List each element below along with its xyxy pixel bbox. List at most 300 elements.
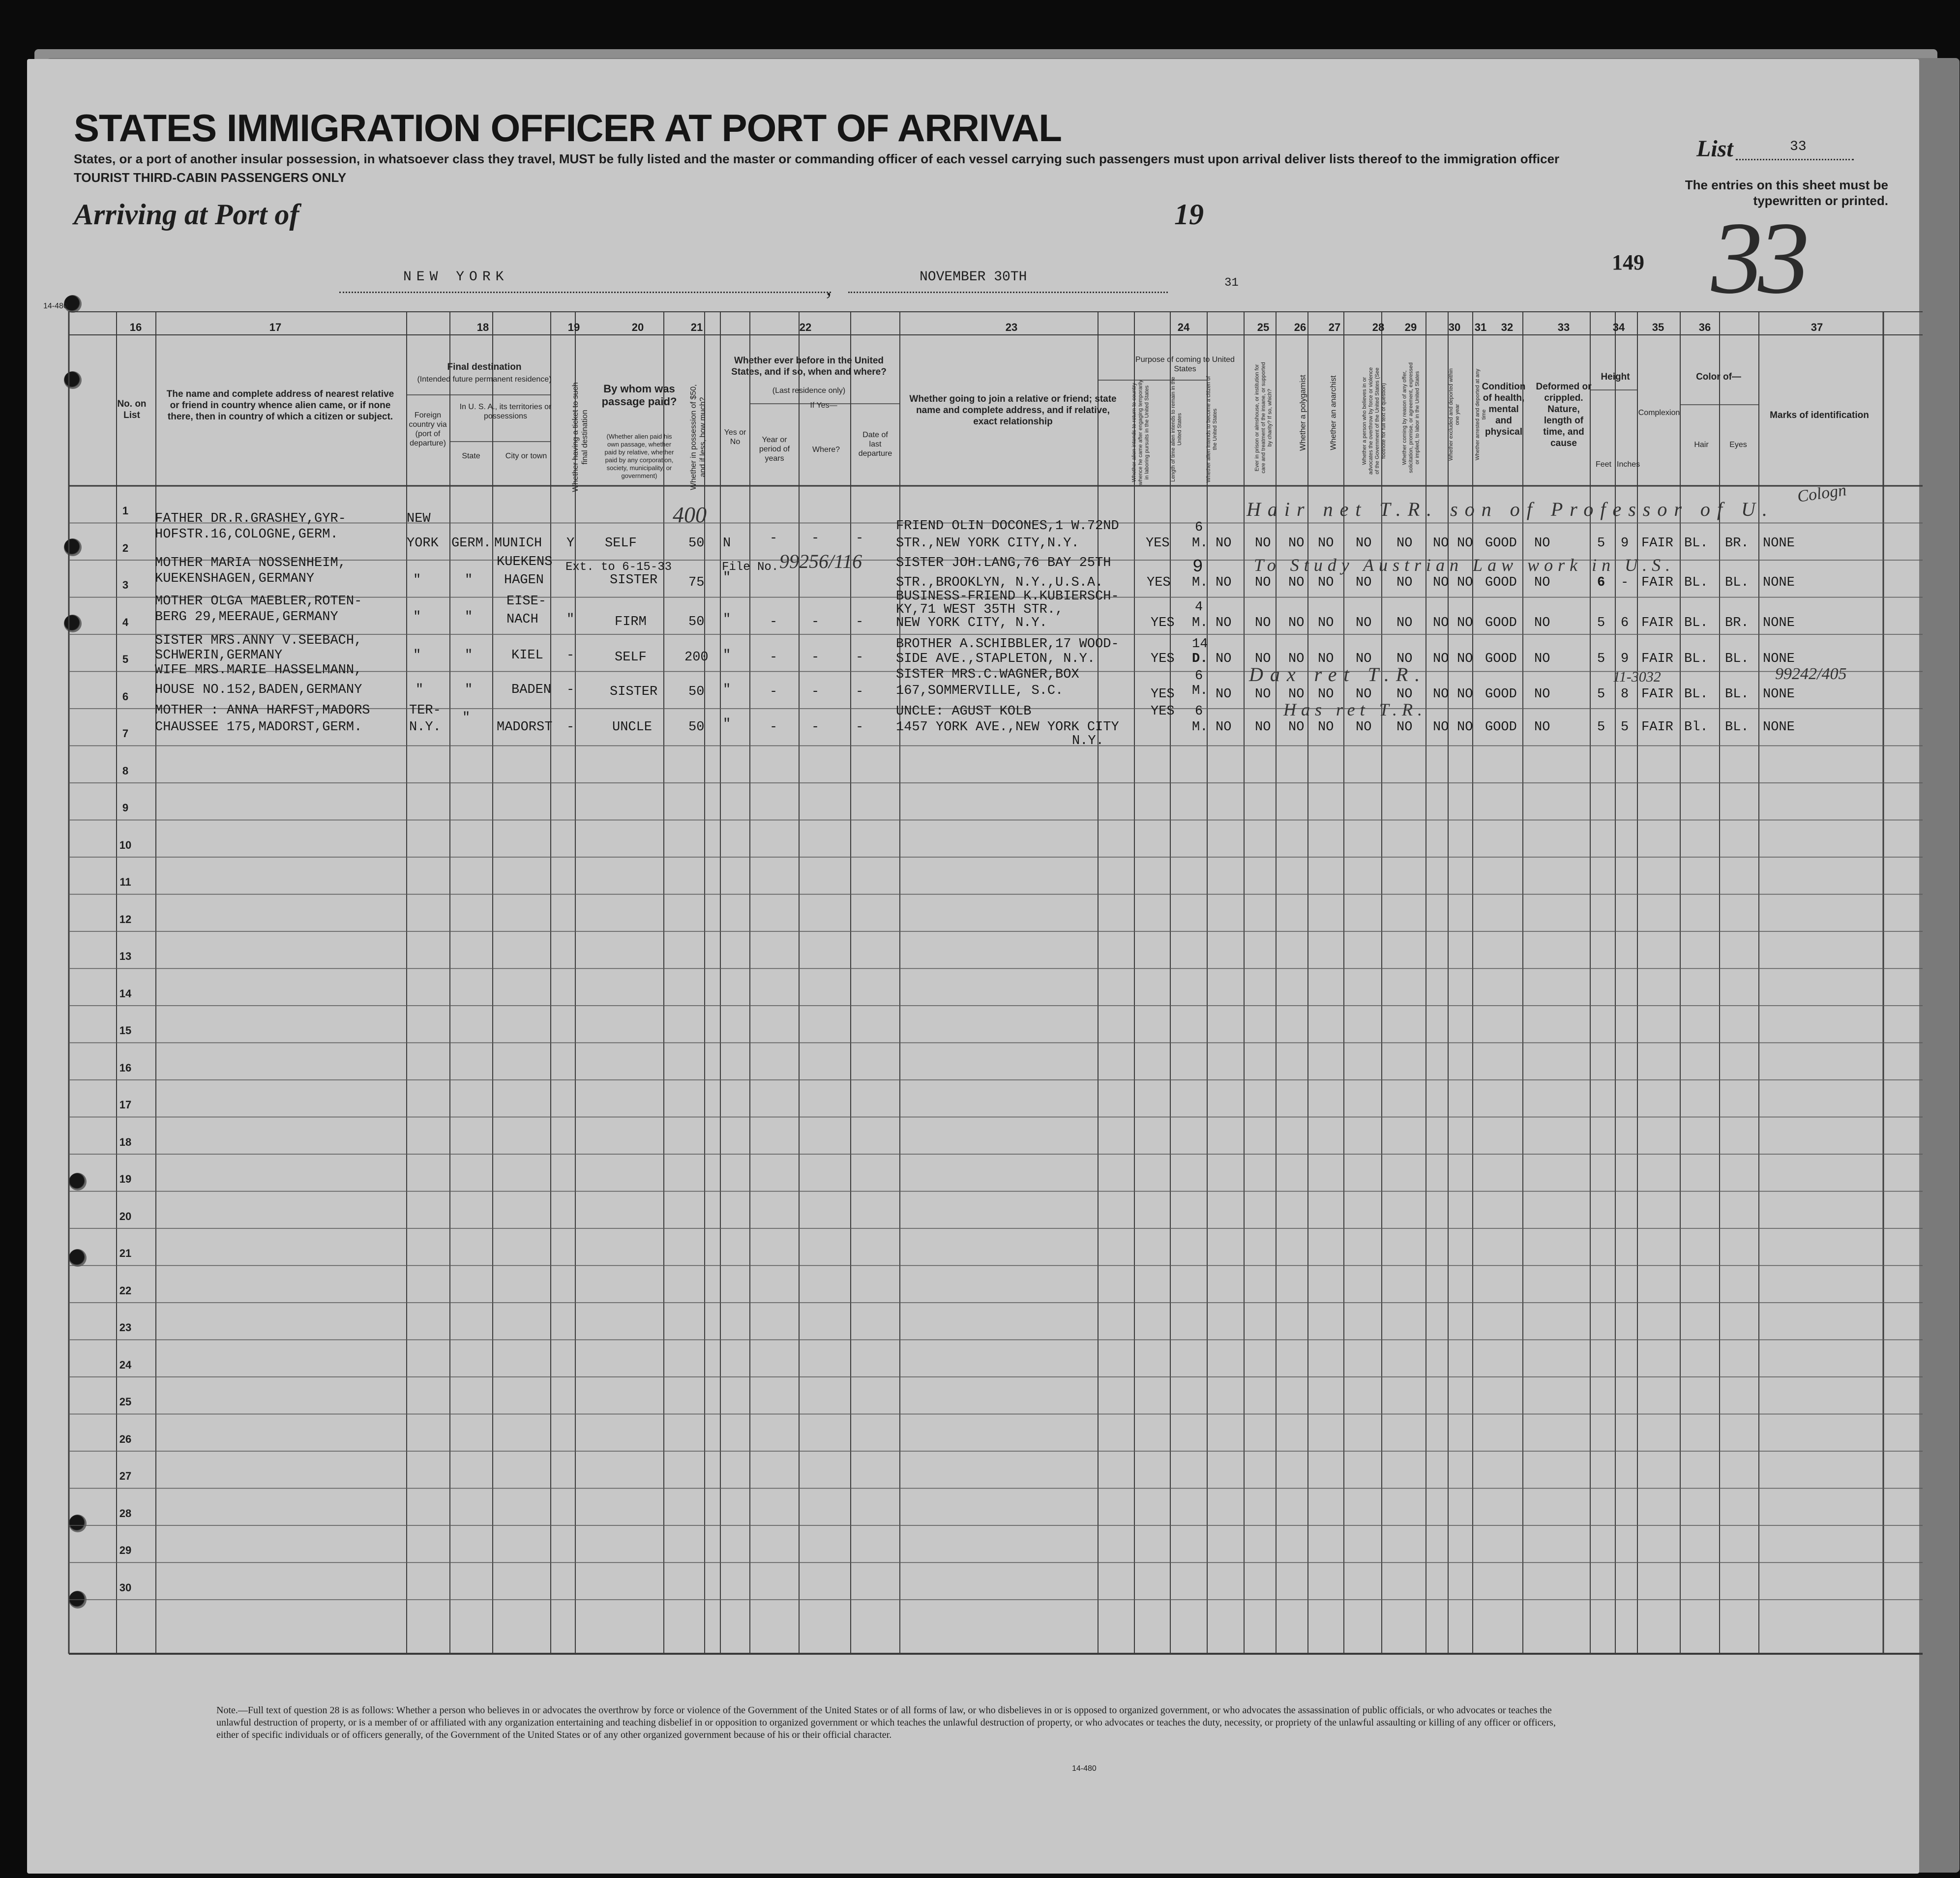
row-number: 23 — [119, 1321, 132, 1334]
header-color-of: Color of— — [1696, 372, 1741, 382]
form-subtitle: States, or a port of another insular possession, in whatsoever class they travel, MUST be fully listed and the master or commanding officer of each vessel carrying such passengers must upon arrival deliver lists thereof to the immigration officer — [74, 151, 1560, 166]
excluded: NO — [1433, 536, 1449, 551]
header-anarchist: Whether an anarchist — [1329, 375, 1338, 450]
ticket: - — [566, 683, 575, 697]
length-stay: 6 — [1195, 704, 1203, 719]
year-suffix: 31 — [1224, 276, 1239, 290]
height-feet: 5 — [1597, 616, 1605, 630]
departure: - — [856, 720, 864, 735]
length-stay: 6 — [1195, 669, 1203, 684]
before-us: " — [723, 612, 731, 627]
where: - — [811, 720, 820, 735]
row-number: 6 — [122, 690, 129, 703]
city: KIEL — [511, 648, 543, 663]
money: 50 — [688, 536, 705, 551]
departure: - — [856, 650, 864, 665]
purpose-return: YES — [1151, 687, 1175, 702]
header-excluded: Whether excluded and deported within one year — [1448, 368, 1460, 461]
polygamist: NO — [1288, 720, 1305, 735]
header-labor-offer: Whether coming by reason of any offer, solicitation, promise, or agreement, expressed or implied, to labor in the United States — [1401, 362, 1421, 473]
header-complexion: Complexion — [1638, 409, 1680, 417]
handwritten-note-row2: To Study Austrian Law work in U.S. — [1254, 555, 1675, 575]
header-no-on-list: No. on List — [117, 399, 147, 420]
deformed: NO — [1534, 687, 1550, 702]
polygamist: NO — [1288, 687, 1305, 702]
relative-line2: HOUSE NO.152,BADEN,GERMANY — [155, 683, 362, 697]
arrested: NO — [1457, 536, 1473, 551]
row-number: 20 — [119, 1210, 132, 1222]
length-unit: M. — [1192, 575, 1208, 590]
arrested: NO — [1457, 616, 1473, 630]
hair-color: BL. — [1684, 687, 1708, 702]
relative-line1: FATHER DR.R.GRASHEY,GYR- — [155, 511, 346, 526]
row-number: 22 — [119, 1284, 132, 1297]
form-code-top: 14-480 — [43, 302, 68, 310]
overthrow: NO — [1356, 616, 1372, 630]
row-number: 9 — [122, 802, 129, 814]
colnum: 25 — [1257, 321, 1270, 333]
footnote: Note.—Full text of question 28 is as follows: Whether a person who believes in or advocates the overthrow by force or violence of the Government of the United States or of all forms of law, or who disbelieves in or is opposed to organized government, or who advocates the assassination of public officials, or who advocates or teaches the unlawful destruction of property, or is a member of or affiliated with any organization entertaining and teaching disbelief in or opposition to organized government or which teaches the unlawful destruction of property, or who advocates or teaches the duty, necessity, or propriety of the unlawful assaulting or killing of any officer or officers, either of specific individuals or of officers generally, of the Government of the United States or of any other organized government because of his or their official character. — [216, 1705, 1556, 1740]
colnum: 16 — [129, 321, 142, 333]
arrested: NO — [1457, 652, 1473, 666]
deformed: NO — [1534, 536, 1550, 551]
handwritten-note-row6: Has ret T.R. — [1283, 700, 1427, 719]
arrival-date: NOVEMBER 30TH — [920, 269, 1027, 285]
relative-line2: KUEKENSHAGEN,GERMANY — [155, 571, 315, 586]
health: GOOD — [1485, 536, 1517, 551]
row-number: 18 — [119, 1135, 132, 1148]
labor-offer: NO — [1396, 687, 1413, 702]
entries-note: The entries on this sheet must be typewritten or printed. — [1685, 178, 1888, 208]
hair-color: BL. — [1684, 652, 1708, 666]
file-number: 99256/116 — [779, 550, 862, 572]
before-us: " — [723, 683, 731, 697]
years: - — [770, 615, 778, 629]
foreign-country: " — [416, 683, 424, 697]
money: 50 — [688, 615, 705, 629]
date-underline — [848, 292, 1168, 293]
eye-color: BL. — [1725, 575, 1749, 590]
row-number: 26 — [119, 1432, 132, 1445]
city: MUNICH — [494, 536, 542, 551]
departure: - — [856, 685, 864, 699]
excluded: NO — [1433, 720, 1449, 735]
header-health: Condition of health, mental and physical — [1482, 382, 1526, 437]
state: " — [462, 711, 471, 725]
handwritten-list-number: 33 — [1711, 201, 1805, 315]
marks: NONE — [1763, 536, 1795, 551]
state: " — [465, 610, 473, 625]
foreign-country: N.Y. — [409, 720, 441, 735]
marks: NONE — [1763, 652, 1795, 666]
anarchist: NO — [1318, 720, 1334, 735]
header-join-relative: Whether going to join a relative or friend; state name and complete address, and if relative, exact relationship — [909, 394, 1117, 427]
row-number: 27 — [119, 1470, 132, 1482]
colnum: 32 — [1501, 321, 1514, 333]
anarchist: NO — [1318, 616, 1334, 630]
join-line2: 1457 YORK AVE.,NEW YORK CITY — [896, 720, 1119, 735]
join-line3: N.Y. — [1072, 734, 1104, 748]
handwritten-note-row5: Dax ret T.R. — [1249, 663, 1427, 686]
colnum: 34 — [1612, 321, 1625, 333]
height-inches: 8 — [1621, 687, 1629, 702]
row-number: 1 — [122, 505, 129, 517]
header-fifty-dollars: Whether in possession of $50, and if less, how much? — [689, 384, 707, 490]
prison: NO — [1255, 575, 1271, 590]
before-us: " — [723, 717, 731, 732]
header-prison: Ever in prison or almshouse, or institution for care and treatment of the insane, or supported by charity? If so, which? — [1254, 362, 1273, 474]
join-line1: FRIEND OLIN DOCONES,1 W.72ND — [896, 519, 1119, 534]
row-number: 2 — [122, 541, 129, 554]
purpose-return: YES — [1146, 536, 1170, 551]
complexion: FAIR — [1641, 575, 1673, 590]
row-number: 3 — [122, 579, 129, 591]
colnum: 35 — [1652, 321, 1664, 333]
colnum: 33 — [1557, 321, 1570, 333]
height-feet: 5 — [1597, 536, 1605, 551]
anarchist: NO — [1318, 575, 1334, 590]
header-eyes: Eyes — [1729, 441, 1747, 449]
paid-by: UNCLE — [612, 720, 653, 735]
complexion: FAIR — [1641, 720, 1673, 735]
join-line2: KY,71 WEST 35TH STR., — [896, 602, 1064, 617]
colnum: 29 — [1404, 321, 1417, 333]
excluded: NO — [1433, 575, 1449, 590]
row-number: 4 — [122, 616, 129, 628]
list-number: 33 — [1790, 139, 1807, 154]
anarchist: NO — [1318, 536, 1334, 551]
prison: NO — [1255, 536, 1271, 551]
height-feet: 5 — [1597, 687, 1605, 702]
row-number: 24 — [119, 1358, 132, 1371]
colnum: 24 — [1177, 321, 1190, 333]
header-height: Height — [1601, 372, 1630, 382]
complexion: FAIR — [1641, 652, 1673, 666]
relative-line1: MOTHER : ANNA HARFST,MADORS — [155, 703, 370, 718]
arrested: NO — [1457, 720, 1473, 735]
overthrow: NO — [1356, 687, 1372, 702]
header-years: Year or period of years — [759, 436, 790, 463]
header-inches: Inches — [1617, 460, 1640, 469]
join-line1: SISTER MRS.C.WAGNER,BOX — [896, 667, 1079, 682]
polygamist: NO — [1288, 652, 1305, 666]
money: 50 — [688, 720, 705, 735]
marks: NONE — [1763, 575, 1795, 590]
polygamist: NO — [1288, 536, 1305, 551]
colnum: 26 — [1294, 321, 1307, 333]
colnum: 36 — [1698, 321, 1711, 333]
height-inches: 5 — [1621, 720, 1629, 735]
before-us: " — [723, 570, 731, 585]
city: HAGEN — [504, 573, 544, 588]
hair-color: BL. — [1684, 616, 1708, 630]
ticket: - — [566, 720, 575, 735]
citizen: NO — [1216, 575, 1232, 590]
marks: NONE — [1763, 720, 1795, 735]
polygamist: NO — [1288, 575, 1305, 590]
row-number: 13 — [119, 950, 132, 962]
foreign-country: YORK — [407, 536, 439, 551]
relative-line2: SCHWERIN,GERMANY — [155, 648, 283, 663]
relative-line1: WIFE MRS.MARIE HASSELMANN, — [155, 663, 362, 678]
foreign-country: " — [413, 610, 421, 625]
citizen: NO — [1216, 720, 1232, 735]
length-unit: D. — [1192, 652, 1208, 666]
where: - — [811, 685, 820, 699]
state: GERM. — [451, 536, 492, 551]
prison: NO — [1255, 616, 1271, 630]
handwritten-cologne: Cologn — [1796, 481, 1848, 506]
colnum: 30 — [1448, 321, 1461, 333]
marks: NONE — [1763, 616, 1795, 630]
hair-color: BL. — [1684, 536, 1708, 551]
row-number: 30 — [119, 1581, 132, 1594]
row-number: 21 — [119, 1247, 132, 1259]
length-unit: M. — [1192, 536, 1208, 551]
height-feet: 5 — [1597, 720, 1605, 735]
paid-by: SISTER — [610, 573, 658, 588]
health: GOOD — [1485, 575, 1517, 590]
overthrow: NO — [1356, 575, 1372, 590]
colnum: 23 — [1005, 321, 1018, 333]
state: " — [465, 648, 473, 663]
ticket: " — [566, 612, 575, 627]
list-label: List — [1696, 136, 1733, 162]
eye-color: BL. — [1725, 687, 1749, 702]
header-final-destination: Final destination — [447, 362, 522, 372]
state: " — [465, 683, 473, 697]
departure: - — [856, 615, 864, 629]
row-number: 16 — [119, 1061, 132, 1074]
foreign-country: NEW — [407, 511, 431, 526]
health: GOOD — [1485, 720, 1517, 735]
citizen: NO — [1216, 536, 1232, 551]
header-purpose: Purpose of coming to United States — [1135, 356, 1235, 373]
labor-offer: NO — [1396, 616, 1413, 630]
year-prefix: 19 — [1174, 198, 1204, 231]
labor-offer: NO — [1396, 536, 1413, 551]
paid-by: SISTER — [610, 685, 658, 699]
join-line2: STR.,NEW YORK CITY,N.Y. — [896, 536, 1079, 551]
length-stay: 6 — [1195, 520, 1203, 535]
anarchist: NO — [1318, 652, 1334, 666]
citizen: NO — [1216, 687, 1232, 702]
header-hair: Hair — [1694, 441, 1709, 449]
handwritten-money: 400 — [673, 502, 707, 527]
city: KUEKENS — [497, 555, 553, 569]
hair-color: BL. — [1684, 575, 1708, 590]
prison: NO — [1255, 687, 1271, 702]
ticket: - — [566, 648, 575, 663]
money: 75 — [688, 575, 705, 590]
relative-line2: BERG 29,MEERAUE,GERMANY — [155, 610, 338, 625]
deformed: NO — [1534, 720, 1550, 735]
header-purpose-citizen: Whether alien intends to become a citizen of the United States — [1206, 376, 1218, 483]
header-nearest-relative: The name and complete address of nearest relative or friend in country whence alien came, or if none there, then in country of which a citizen or subject. — [166, 389, 394, 422]
relative-line1: MOTHER OLGA MAEBLER,ROTEN- — [155, 594, 362, 609]
join-line2: SIDE AVE.,STAPLETON, N.Y. — [896, 652, 1096, 666]
relative-line2: HOFSTR.16,COLOGNE,GERM. — [155, 527, 338, 542]
colnum: 27 — [1328, 321, 1341, 333]
stamp-number: 149 — [1612, 250, 1644, 274]
header-final-destination-sub: (Intended future permanent residence) — [417, 375, 552, 384]
relative-line1: SISTER MRS.ANNY V.SEEBACH, — [155, 633, 362, 648]
polygamist: NO — [1288, 616, 1305, 630]
where: - — [811, 615, 820, 629]
purpose-return: YES — [1151, 616, 1175, 630]
length-unit: M. — [1192, 720, 1208, 735]
file-number-row5: 99242/405 — [1775, 665, 1847, 683]
excluded: NO — [1433, 616, 1449, 630]
header-last-departure: Date of last departure — [858, 431, 892, 458]
height-feet: 5 — [1597, 652, 1605, 666]
labor-offer: NO — [1396, 720, 1413, 735]
header-purpose-return: Whether alien intends to return to country whence he came after engaging temporarily in laboring pursuits in the United States — [1131, 380, 1150, 485]
header-ticket: Whether having a ticket to such final destination — [571, 382, 589, 492]
length-stay: 9 — [1192, 557, 1203, 577]
colnum: 19 — [567, 321, 580, 333]
colnum: 31 — [1474, 321, 1487, 333]
overthrow: NO — [1356, 720, 1372, 735]
citizen: NO — [1216, 652, 1232, 666]
purpose-return: YES — [1147, 575, 1171, 590]
file-label: File No. — [722, 561, 779, 574]
health: GOOD — [1485, 687, 1517, 702]
row-number: 7 — [122, 727, 129, 740]
where: - — [811, 650, 820, 665]
header-overthrow: Whether a person who believes in or advocates the overthrow by force or violence of the Government of the United States (See footnote for full text of question) — [1362, 367, 1387, 475]
row-number: 8 — [122, 764, 129, 777]
tourist-note: TOURIST THIRD-CABIN PASSENGERS ONLY — [74, 170, 347, 185]
arrested: NO — [1457, 575, 1473, 590]
complexion: FAIR — [1641, 687, 1673, 702]
ticket: Y — [566, 536, 575, 551]
row-number: 12 — [119, 913, 132, 925]
overthrow: NO — [1356, 536, 1372, 551]
row-number: 15 — [119, 1024, 132, 1037]
citizen: NO — [1216, 616, 1232, 630]
complexion: FAIR — [1641, 616, 1673, 630]
row-number: 17 — [119, 1099, 132, 1111]
relative-line2: CHAUSSEE 175,MADORST,GERM. — [155, 720, 362, 735]
years: - — [770, 720, 778, 735]
marks: NONE — [1763, 687, 1795, 702]
row-number: 14 — [119, 987, 132, 1000]
paid-by: FIRM — [615, 615, 647, 629]
handwritten-note-row1: Hair net T.R. son of Professor of U. — [1247, 498, 1774, 520]
years: - — [770, 650, 778, 665]
join-line2: 167,SOMMERVILLE, S.C. — [896, 684, 1064, 698]
deformed: NO — [1534, 575, 1550, 590]
header-feet: Feet — [1595, 460, 1611, 469]
list-underline — [1736, 159, 1854, 160]
money: 50 — [688, 685, 705, 699]
header-passage-sub: (Whether alien paid his own passage, whether paid by relative, whether paid by any corporation, society, municipality, or government) — [604, 433, 674, 479]
arrested: NO — [1457, 687, 1473, 702]
purpose-return: YES — [1151, 704, 1175, 719]
row-number: 11 — [119, 876, 131, 888]
health: GOOD — [1485, 652, 1517, 666]
city: MADORST — [497, 720, 553, 735]
length-unit: M. — [1192, 616, 1208, 630]
join-line1: BUSINESS-FRIEND K.KUBIERSCH- — [896, 589, 1119, 604]
complexion: FAIR — [1641, 536, 1673, 551]
prison: NO — [1255, 720, 1271, 735]
departure: - — [856, 531, 864, 546]
length-unit: M. — [1192, 684, 1208, 698]
header-state: State — [462, 452, 480, 460]
colnum: 28 — [1372, 321, 1385, 333]
excluded: NO — [1433, 652, 1449, 666]
join-line2: STR.,BROOKLYN, N.Y.,U.S.A. — [896, 575, 1103, 590]
prison: NO — [1255, 652, 1271, 666]
state: " — [465, 573, 473, 588]
extension-note: Ext. to 6-15-33 — [565, 561, 672, 574]
join-line1: BROTHER A.SCHIBBLER,17 WOOD- — [896, 637, 1119, 652]
header-marks: Marks of identification — [1770, 410, 1869, 420]
port-underline — [339, 292, 831, 293]
row-number: 5 — [122, 653, 129, 665]
join-line1: SISTER JOH.LANG,76 BAY 25TH — [896, 556, 1111, 570]
header-last-residence: (Last residence only) — [772, 387, 846, 395]
excluded: NO — [1433, 687, 1449, 702]
header-deformed: Deformed or crippled. Nature, length of time, and cause — [1536, 382, 1592, 448]
before-us: N — [723, 536, 731, 551]
form-code-bottom: 14-480 — [1072, 1764, 1097, 1773]
city: BADEN — [511, 683, 552, 697]
height-inches: 9 — [1621, 652, 1629, 666]
before-us: " — [723, 648, 731, 663]
hair-color: Bl. — [1684, 720, 1708, 735]
where: - — [811, 531, 820, 546]
city: NACH — [506, 612, 538, 627]
row-number: 29 — [119, 1544, 132, 1556]
form-title: STATES IMMIGRATION OFFICER AT PORT OF ARRIVAL — [74, 106, 1062, 149]
eye-color: BL. — [1725, 720, 1749, 735]
comma: , — [826, 276, 832, 300]
colnum: 22 — [799, 321, 812, 333]
years: - — [770, 531, 778, 546]
relative-line1: MOTHER MARIA NOSSENHEIM, — [155, 556, 346, 570]
paid-by: SELF — [605, 536, 637, 551]
colnum: 21 — [690, 321, 703, 333]
deformed: NO — [1534, 652, 1550, 666]
colnum: 20 — [631, 321, 644, 333]
height-inches: 9 — [1621, 536, 1629, 551]
colnum: 37 — [1811, 321, 1823, 333]
length-stay: 14 — [1192, 637, 1208, 652]
header-polygamist: Whether a polygamist — [1299, 375, 1307, 451]
colnum: 18 — [476, 321, 489, 333]
paid-by: SELF — [615, 650, 647, 665]
join-line1: UNCLE: AGUST KOLB — [896, 704, 1032, 719]
row-number: 10 — [119, 838, 132, 851]
record-number-row5: 11-3032 — [1613, 669, 1661, 685]
arriving-label: Arriving at Port of — [74, 198, 299, 231]
health: GOOD — [1485, 616, 1517, 630]
header-arrested: Whether arrested and deported at any time — [1475, 369, 1487, 460]
overthrow: NO — [1356, 652, 1372, 666]
foreign-country: " — [413, 573, 421, 588]
purpose-return: YES — [1151, 652, 1175, 666]
anarchist: NO — [1318, 687, 1334, 702]
header-before-us: Whether ever before in the United States, and if so, when and where? — [731, 356, 887, 377]
eye-color: BL. — [1725, 652, 1749, 666]
row-number: 28 — [119, 1507, 132, 1520]
header-yes-no: Yes or No — [724, 428, 746, 446]
length-stay: 4 — [1195, 600, 1203, 615]
header-in-usa: In U. S. A., its territories or possessions — [459, 403, 552, 420]
